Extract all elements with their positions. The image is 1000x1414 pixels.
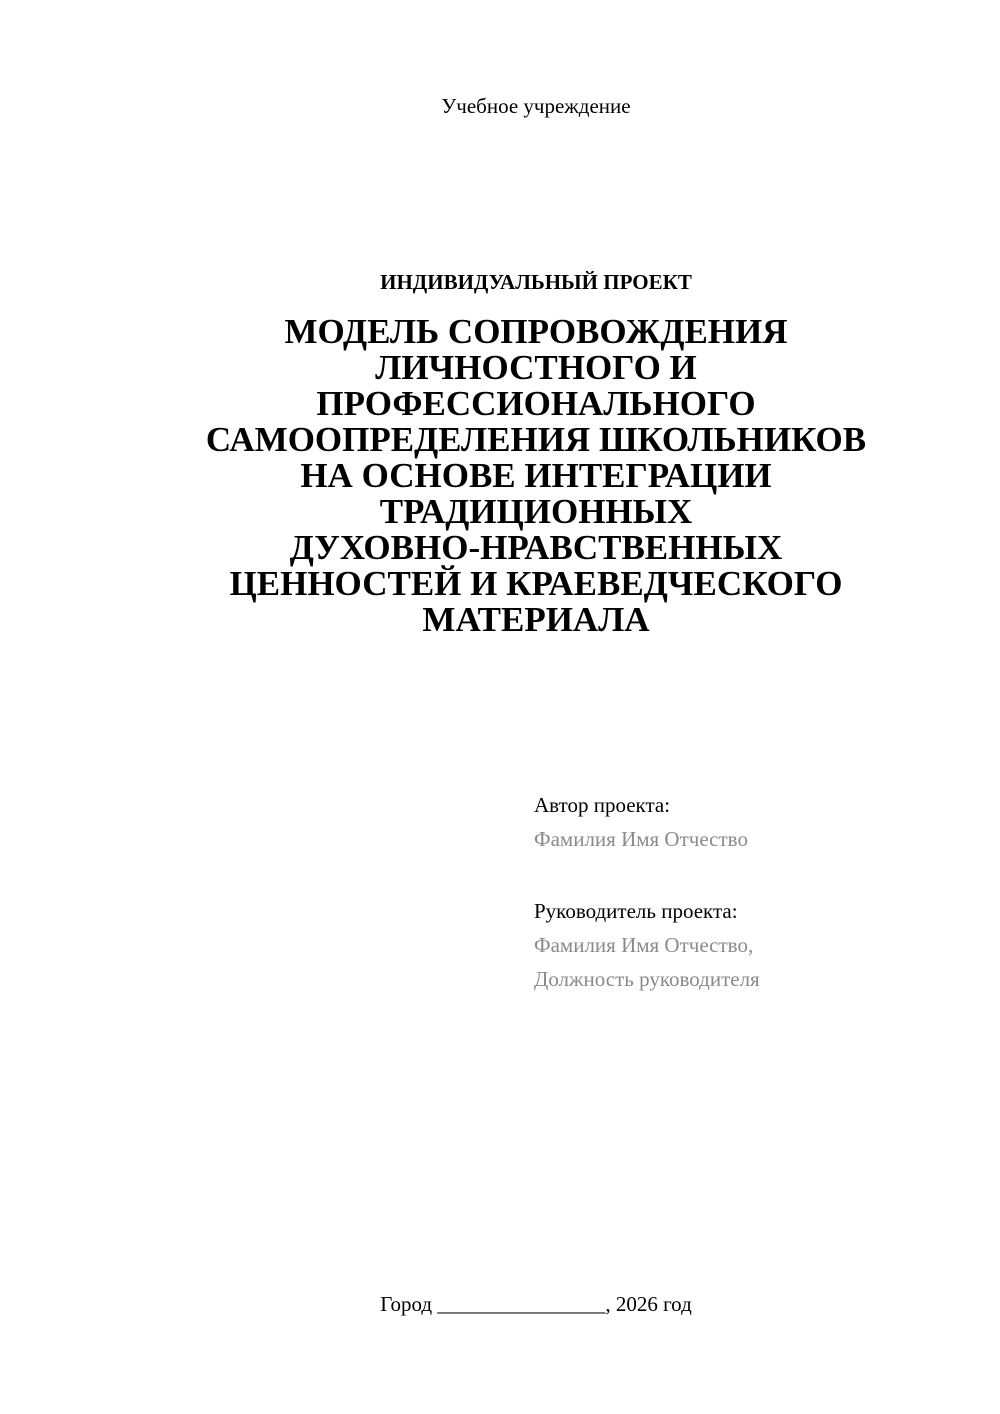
title-line: МАТЕРИАЛА [422,600,650,639]
supervisor-position: Должность руководителя [534,967,760,991]
author-label: Автор проекта: [534,793,671,817]
project-title [160,314,912,638]
supervisor-name: Фамилия Имя Отчество, [534,933,754,957]
title-line: ПРОФЕССИОНАЛЬНОГО [316,384,756,423]
title-line: МОДЕЛЬ СОПРОВОЖДЕНИЯ [284,312,788,351]
author-block [534,788,974,856]
title-line: ЛИЧНОСТНОГО И [375,348,697,387]
supervisor-block [534,894,974,996]
document-type: ИНДИВИДУАЛЬНЫЙ ПРОЕКТ [380,270,692,294]
city-year-footer: Город ________________, 2026 год [380,1292,692,1316]
title-line: ТРАДИЦИОННЫХ [379,492,693,531]
title-line: ЦЕННОСТЕЙ И КРАЕВЕДЧЕСКОГО [229,564,843,603]
supervisor-label: Руководитель проекта: [534,899,738,923]
title-line: НА ОСНОВЕ ИНТЕГРАЦИИ [300,456,772,495]
title-line: САМООПРЕДЕЛЕНИЯ ШКОЛЬНИКОВ [205,420,867,459]
author-name: Фамилия Имя Отчество [534,827,748,851]
title-line: ДУХОВНО-НРАВСТВЕННЫХ [289,528,783,567]
institution-name: Учебное учреждение [441,94,631,118]
